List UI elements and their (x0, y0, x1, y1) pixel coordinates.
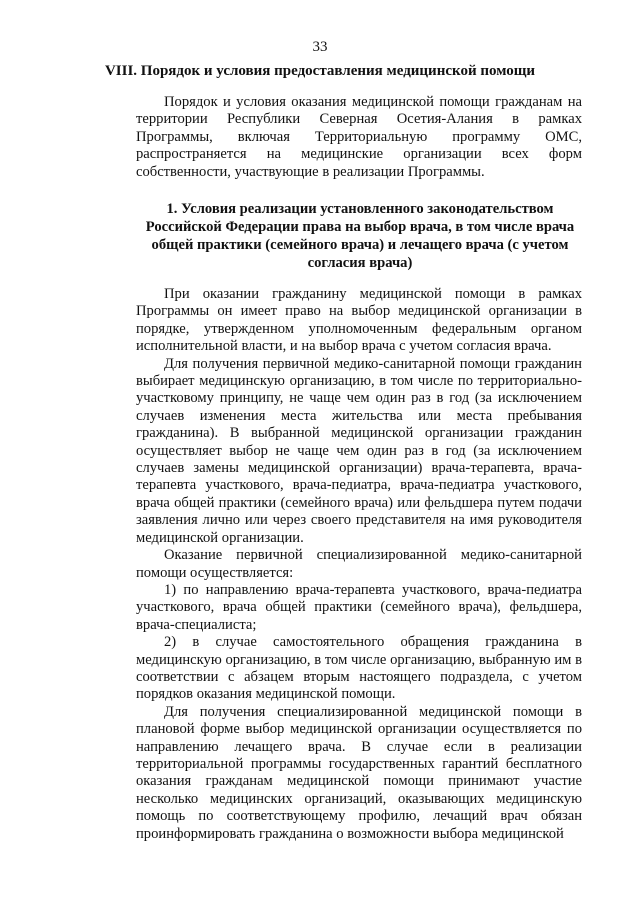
page-number: 33 (312, 39, 328, 55)
paragraph: При оказании гражданину медицинской помощи в рамках Программы он имеет право на выбор медицинской организации в порядке, утвержденном уполномоченным федеральным органом исполнительной власти, и на выбор врача с учетом согласия врача. (136, 286, 582, 355)
section-title: VIII. Порядок и условия предоставления медицинской помощи (104, 63, 536, 79)
list-item-2: 2) в случае самостоятельного обращения гражданина в медицинскую организацию, в том числе организацию, выбранную им в соответствии с абзацем вторым настоящего подраздела, с учетом порядков оказания медицинской помощи. (136, 634, 582, 703)
intro-paragraph: Порядок и условия оказания медицинской помощи гражданам на территории Республики Северная Осетия-Алания в рамках Программы, включая Территориальную программу ОМС, распространяется на медицинские организации всех форм собственности, участвующие в реализации Программы. (136, 94, 582, 180)
subsection-title: 1. Условия реализации установленного законодательством Российской Федерации права на выбор врача, в том числе врача общей практики (семейного врача) и лечащего врача (с учетом согласия врача) (145, 201, 575, 271)
paragraph: Оказание первичной специализированной медико-санитарной помощи осуществляется: (136, 547, 582, 581)
paragraph: Для получения специализированной медицинской помощи в плановой форме выбор медицинской организации осуществляется по направлению лечащего врача. В случае если в реализации территориальной программы государственных гарантий бесплатного оказания гражданам медицинской помощи принимают участие несколько медицинских организаций, оказывающих медицинскую помощь по соответствующему профилю, лечащий врач обязан проинформировать гражданина о возможности выбора медицинской (136, 703, 582, 842)
body-text (136, 286, 582, 843)
list-item-1: 1) по направлению врача-терапевта участкового, врача-педиатра участкового, врача общей практики (семейного врача), фельдшера, врача-специалиста; (136, 581, 582, 633)
paragraph: Для получения первичной медико-санитарной помощи гражданин выбирает медицинскую организацию, в том числе по территориально-участковому принципу, не чаще чем один раз в год (за исключением случаев изменения места жительства или места пребывания гражданина). В выбранной медицинской организации гражданин осуществляет выбор не чаще чем один раз в год (за исключением случаев замены медицинской организации) врача-терапевта, врача-терапевта участкового, врача-педиатра, врача-педиатра участкового, врача общей практики (семейного врача) или фельдшера путем подачи заявления лично или через своего представителя на имя руководителя медицинской организации. (136, 355, 582, 546)
